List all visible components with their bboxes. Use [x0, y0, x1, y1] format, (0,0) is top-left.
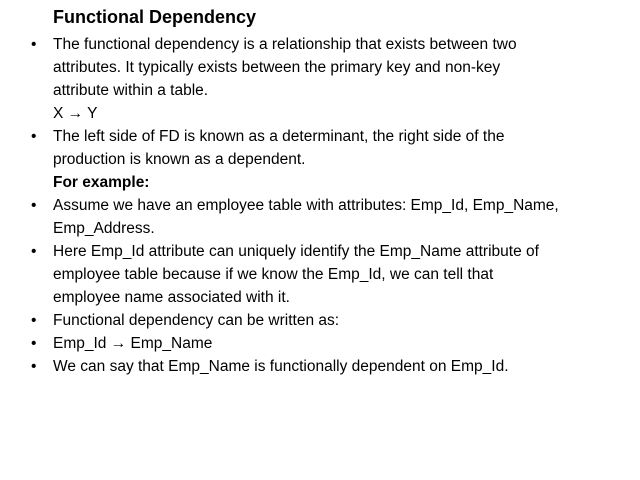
text-line: • The left side of FD is known as a determinant, the right side of the — [53, 128, 505, 145]
text-line: For example: — [53, 174, 150, 191]
notation-line — [28, 102, 608, 125]
text-line: • Emp_Id → Emp_Name — [53, 335, 213, 352]
bullet-item-employee-table — [28, 194, 608, 240]
bullet-item-identify — [28, 240, 608, 309]
slide-content — [28, 33, 608, 378]
text-line: Emp_Address. — [53, 220, 155, 237]
bullet-item-fd-notation — [28, 332, 608, 355]
text-line: employee name associated with it. — [53, 289, 290, 306]
bullet-item-conclusion — [28, 355, 608, 378]
text-line: • Assume we have an employee table with attributes: Emp_Id, Emp_Name, — [53, 197, 559, 214]
text-line: • We can say that Emp_Name is functionally dependent on Emp_Id. — [53, 358, 509, 375]
text-line: X → Y — [53, 105, 98, 122]
text-line: attributes. It typically exists between the primary key and non-key — [53, 59, 501, 76]
text-line: attribute within a table. — [53, 82, 209, 99]
slide-title: Functional Dependency — [53, 7, 257, 27]
example-heading — [28, 171, 608, 194]
bullet-item-determinant — [28, 125, 608, 171]
text-line: production is known as a dependent. — [53, 151, 306, 168]
text-line: • The functional dependency is a relationship that exists between two — [53, 36, 517, 53]
text-line: employee table because if we know the Emp_Id, we can tell that — [53, 266, 494, 283]
text-line: • Functional dependency can be written as: — [53, 312, 340, 329]
bullet-item-definition — [28, 33, 608, 102]
bullet-item-written-as — [28, 309, 608, 332]
text-line: • Here Emp_Id attribute can uniquely identify the Emp_Name attribute of — [53, 243, 539, 260]
